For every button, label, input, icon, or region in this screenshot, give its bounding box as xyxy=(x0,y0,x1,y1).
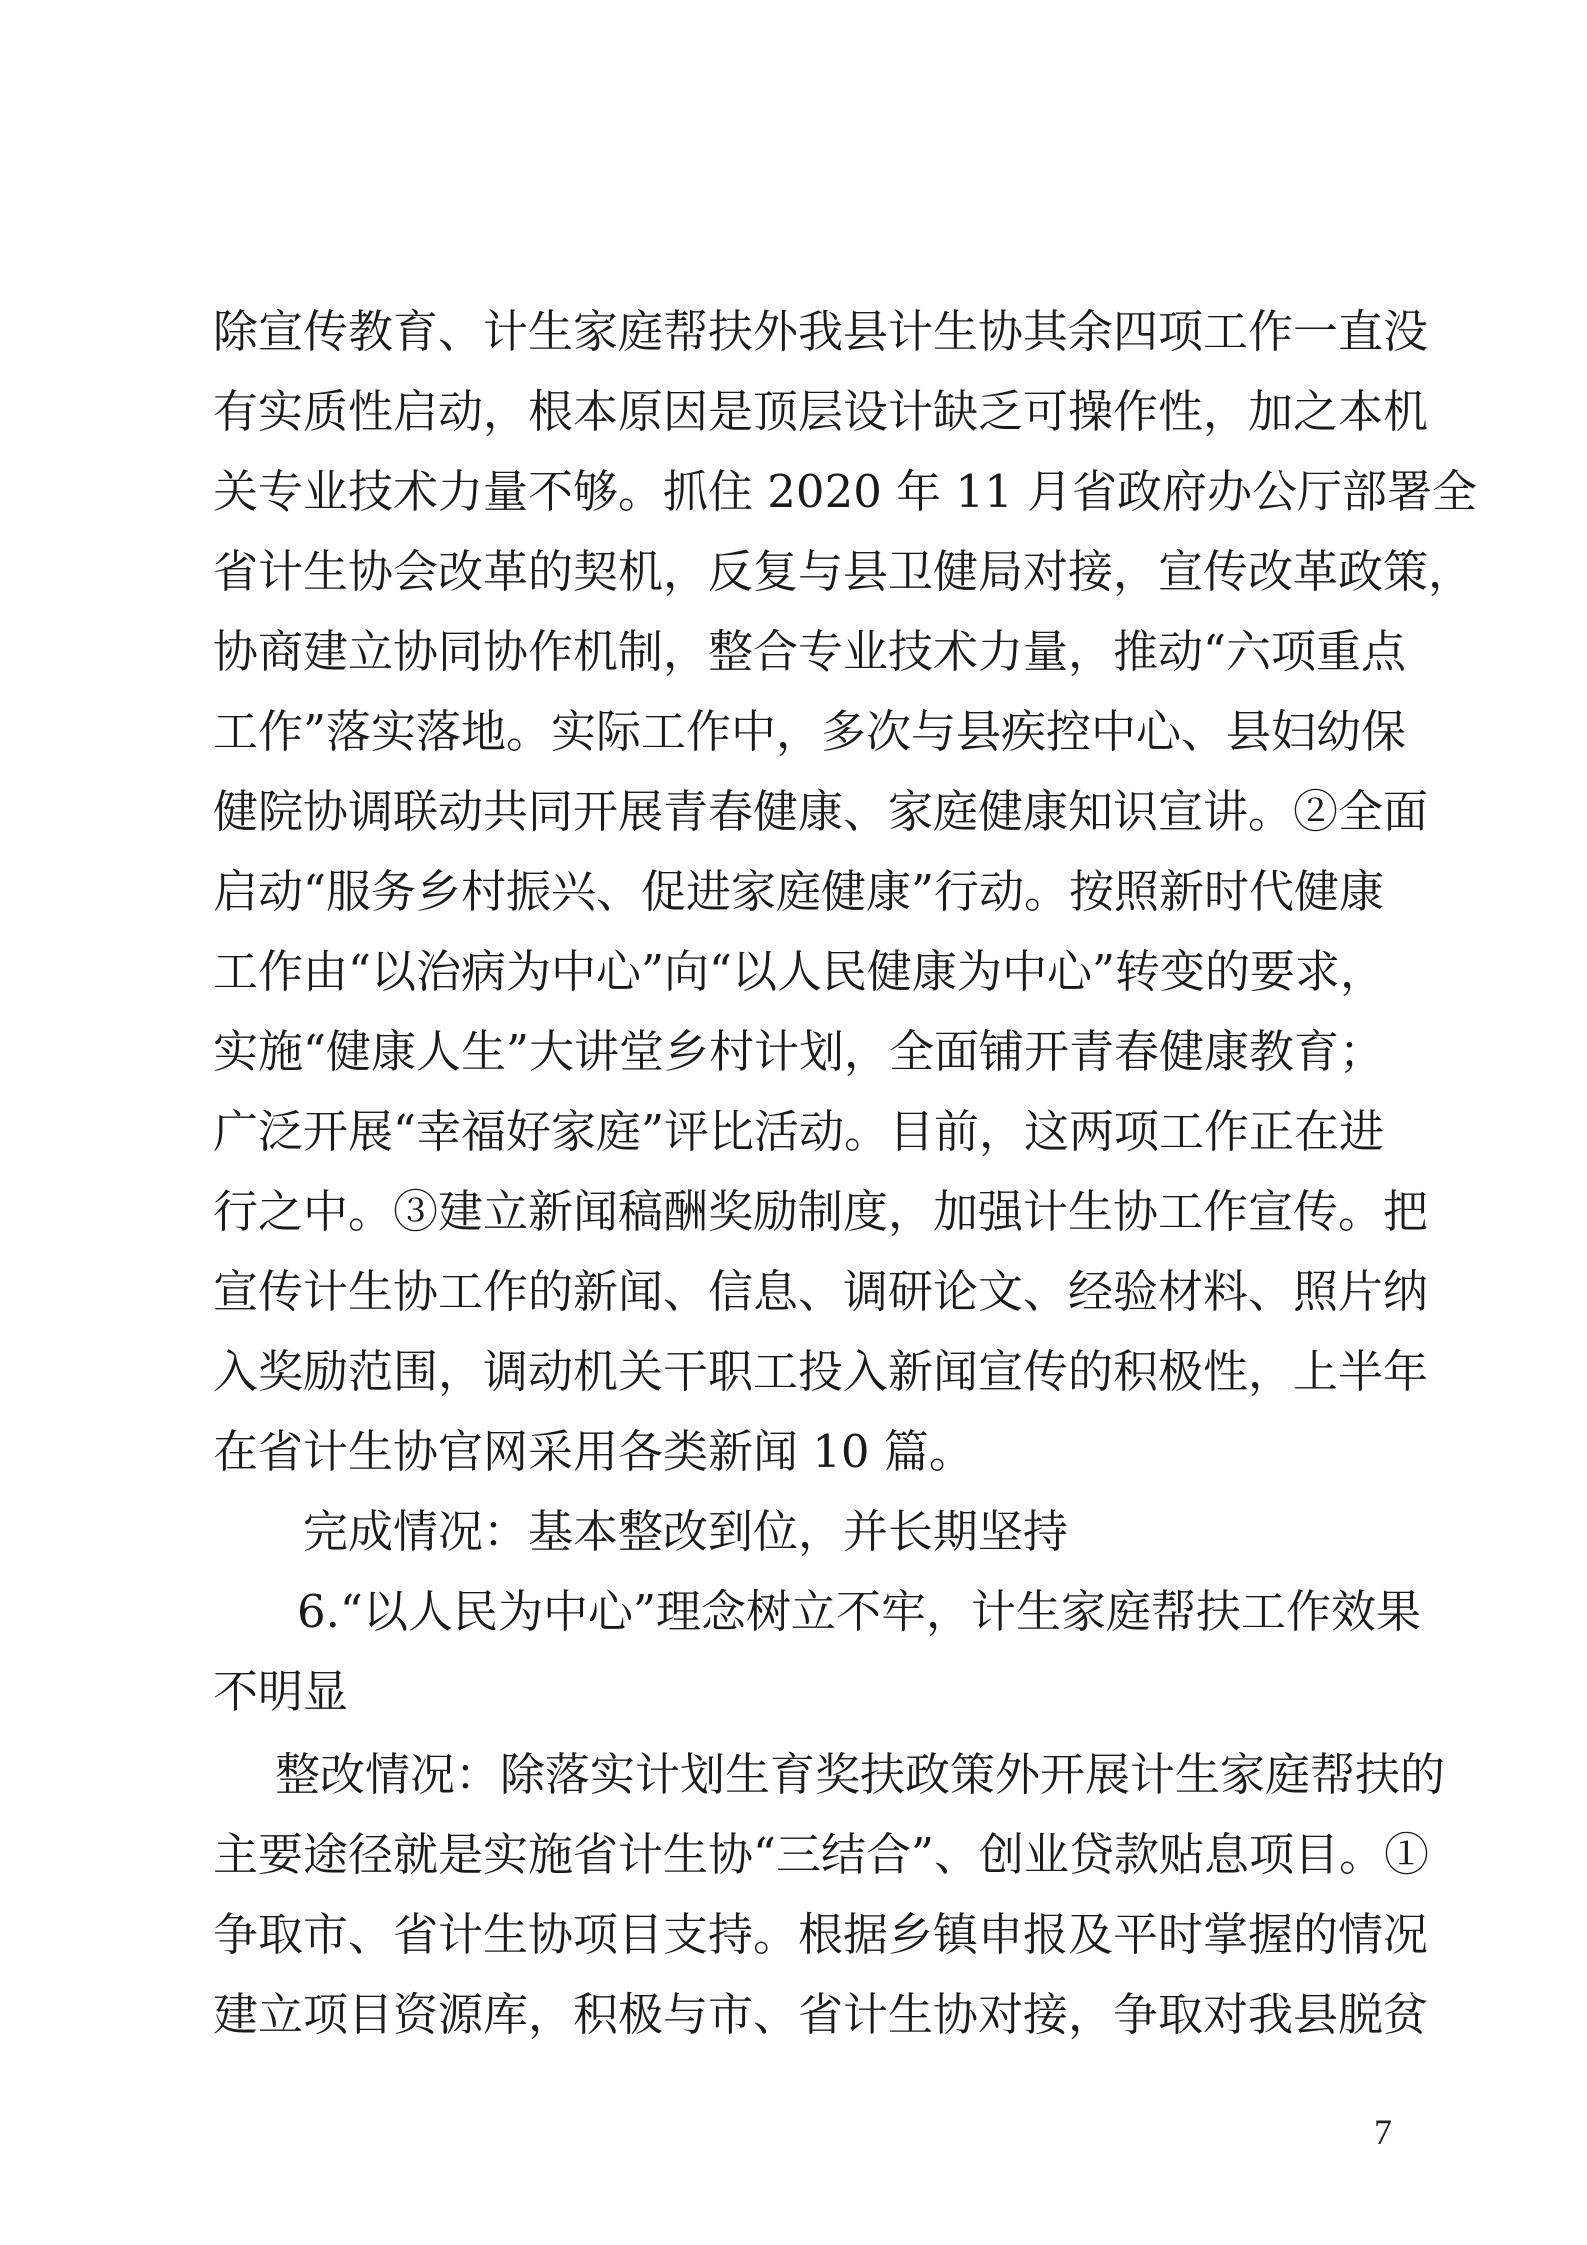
paragraph-line: 行之中。③建立新闻稿酬奖励制度，加强计生协工作宣传。把 xyxy=(213,1185,1429,1238)
paragraph-line: 争取市、省计生协项目支持。根据乡镇申报及平时掌握的情况 xyxy=(213,1908,1429,1961)
paragraph-line: 有实质性启动，根本原因是顶层设计缺乏可操作性，加之本机 xyxy=(213,385,1429,438)
paragraph-line: 实施“健康人生”大讲堂乡村计划，全面铺开青春健康教育； xyxy=(213,1025,1385,1078)
paragraph-line: 省计生协会改革的契机，反复与县卫健局对接，宣传改革政策， xyxy=(213,545,1474,598)
rectification-first-line: 整改情况：除落实计划生育奖扶政策外开展计生家庭帮扶的 xyxy=(275,1748,1446,1801)
paragraph-line: 入奖励范围，调动机关干职工投入新闻宣传的积极性，上半年 xyxy=(213,1345,1429,1398)
paragraph-line: 工作”落实落地。实际工作中，多次与县疾控中心、县妇幼保 xyxy=(213,705,1407,758)
paragraph-line: 协商建立协同协作机制，整合专业技术力量，推动“六项重点 xyxy=(213,625,1407,678)
paragraph-line: 主要途径就是实施省计生协“三结合”、创业贷款贴息项目。① xyxy=(213,1828,1430,1881)
paragraph-line: 启动“服务乡村振兴、促进家庭健康”行动。按照新时代健康 xyxy=(213,865,1385,918)
paragraph-line: 健院协调联动共同开展青春健康、家庭健康知识宣讲。②全面 xyxy=(213,785,1429,838)
paragraph-line: 广泛开展“幸福好家庭”评比活动。目前，这两项工作正在进 xyxy=(213,1105,1385,1158)
completion-status-line: 完成情况：基本整改到位，并长期坚持 xyxy=(303,1505,1069,1558)
paragraph-line: 工作由“以治病为中心”向“以人民健康为中心”转变的要求， xyxy=(213,945,1386,998)
paragraph-line-last: 在省计生协官网采用各类新闻 10 篇。 xyxy=(213,1425,974,1478)
paragraph-line: 宣传计生协工作的新闻、信息、调研论文、经验材料、照片纳 xyxy=(213,1265,1429,1318)
paragraph-line: 除宣传教育、计生家庭帮扶外我县计生协其余四项工作一直没 xyxy=(213,305,1429,358)
paragraph-line: 建立项目资源库，积极与市、省计生协对接，争取对我县脱贫 xyxy=(213,1988,1429,2041)
paragraph-line: 关专业技术力量不够。抓住 2020 年 11 月省政府办公厅部署全 xyxy=(213,465,1478,518)
issue-heading-line-end: 不明显 xyxy=(213,1665,349,1718)
issue-heading-line: 6.“以人民为中心”理念树立不牢，计生家庭帮扶工作效果 xyxy=(297,1585,1421,1638)
page-number: 7 xyxy=(1374,2112,1392,2152)
